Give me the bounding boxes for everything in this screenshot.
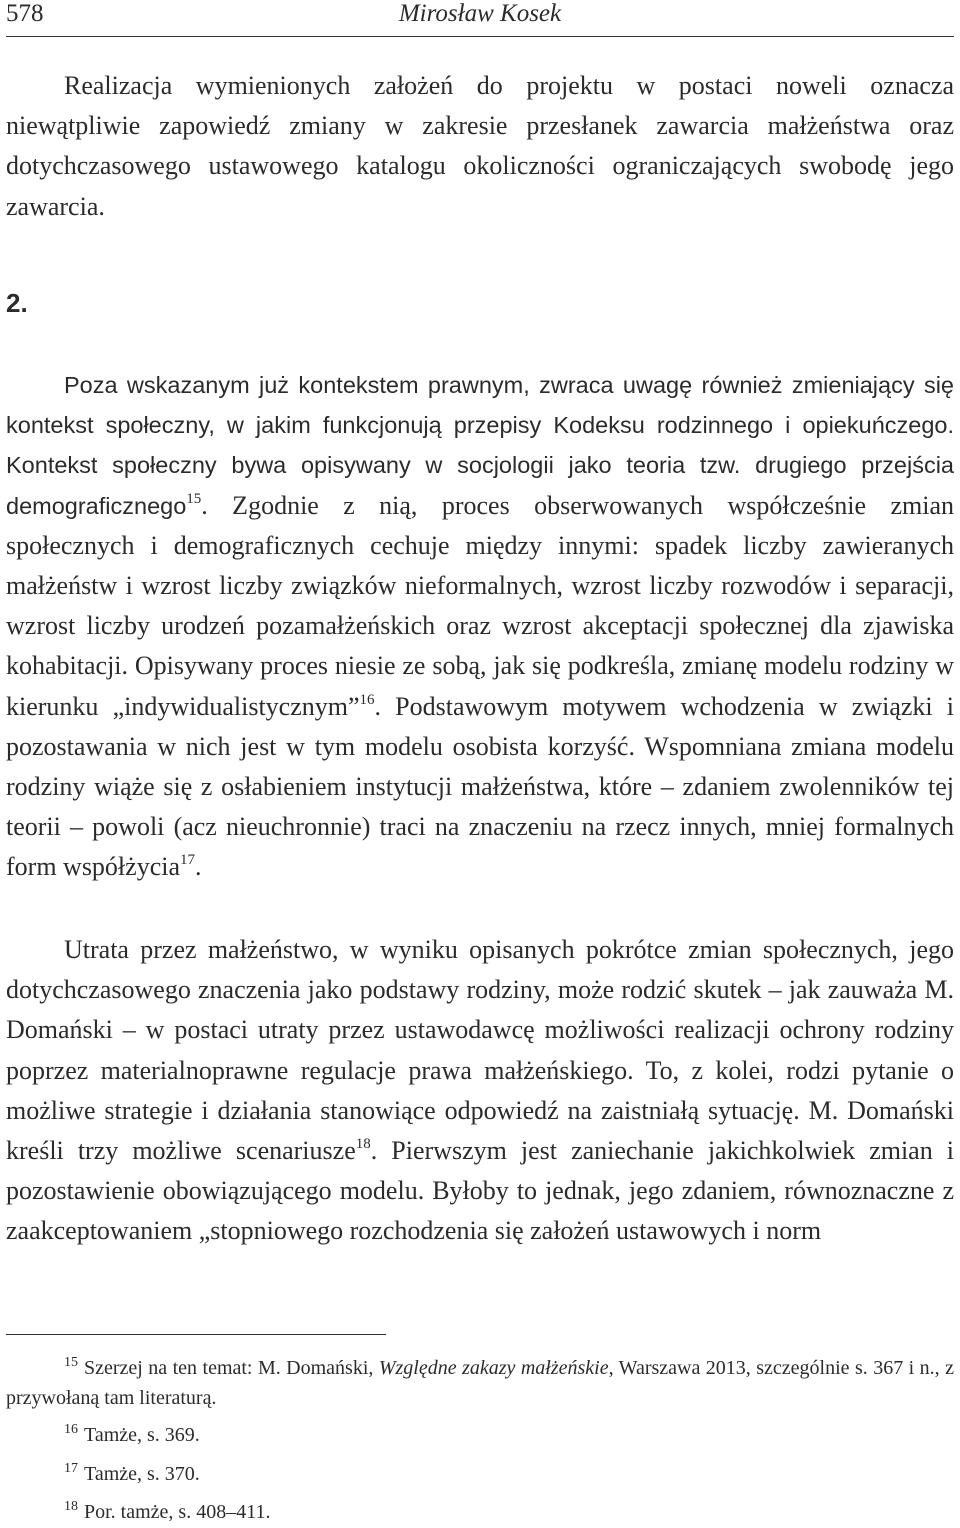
footnote-text: Szerzej na ten temat: M. Domański, xyxy=(84,1357,379,1379)
paragraph-social-context-sans-part: Poza wskazanym już kontekstem prawnym, zwraca uwagę również zmieniający się kontekst społeczny, w jakim funkcjonują przepisy Kodeksu rodzinnego i opiekuńczego. Kontekst społeczny bywa opisywany w socjologii jako teoria tzw. drugiego przejścia demograficznego xyxy=(6,372,954,519)
footnote-separator xyxy=(6,1334,386,1335)
paragraph-social-context-part3: . Podstawowym motywem wchodzenia w związki i pozostawania w nich jest w tym modelu osobista korzyść. Wspomniana zmiana modelu rodziny wiąże się z osłabieniem instytucji małżeństwa, które – zdaniem zwolenników tej teorii – powoli (acz nieuchronnie) traci na znaczeniu na rzecz innych, mniej formalnych form współżycia xyxy=(6,691,955,882)
section-number: 2. xyxy=(6,288,28,318)
paragraph-scenarios xyxy=(6,930,954,1252)
footnote-15: 15 Szerzej na ten temat: M. Domański, Względne zakazy małżeńskie, Warszawa 2013, szczególnie s. 367 i n., z przywołaną tam literaturą. xyxy=(6,1355,955,1409)
footnote-cited-title: Względne zakazy małżeńskie xyxy=(378,1357,609,1379)
intro-paragraph: Realizacja wymienionych założeń do projektu w postaci noweli oznacza niewątpliwie zapowiedź zmiany w zakresie przesłanek zawarcia małżeństwa oraz dotychczasowego ustawowego katalogu okoliczności ograniczających swobodę jego zawarcia. xyxy=(6,71,954,221)
running-head-author: Mirosław Kosek xyxy=(398,0,562,27)
footnote-text-continued: , Warszawa 2013, szczególnie s. 367 i n., z przywołaną tam literaturą. xyxy=(6,1357,955,1409)
footnote-text: Tamże, s. 369. xyxy=(84,1424,200,1446)
footnote-ref-16[interactable]: 16 xyxy=(359,691,375,708)
page-number: 578 xyxy=(6,0,44,27)
paragraph-scenarios-part1: Utrata przez małżeństwo, w wyniku opisanych pokrótce zmian społecznych, jego dotychczasowego znaczenia jako podstawy rodziny, może rodzić skutek – jak zauważa M. Domański – w postaci utraty przez ustawodawcę możliwości realizacji ochrony rodziny poprzez materialnoprawne regulacje prawa małżeńskiego. To, z kolei, rodzi pytanie o możliwe strategie i działania stanowiące odpowiedź na zaistniałą sytuację. M. Domański kreśli trzy możliwe scenariusze xyxy=(6,935,954,1166)
footnote-text: Tamże, s. 370. xyxy=(84,1463,200,1485)
running-header xyxy=(6,0,954,37)
footnote-text: Por. tamże, s. 408–411. xyxy=(84,1501,271,1523)
footnote-ref-17[interactable]: 17 xyxy=(180,852,196,869)
footnote-16: 16 Tamże, s. 369. xyxy=(64,1422,200,1446)
paragraph-social-context xyxy=(6,365,954,888)
footnote-17: 17 Tamże, s. 370. xyxy=(64,1461,200,1485)
footnote-ref-15[interactable]: 15 xyxy=(186,490,202,507)
paragraph-social-context-part2: . Zgodnie z nią, proces obserwowanych współcześnie zmian społecznych i demograficznych cechuje między innymi: spadek liczby zawieranych małżeństw i wzrost liczby związków nieformalnych, wzrost liczby rozwodów i separacji, wzrost liczby urodzeń pozamałżeńskich oraz wzrost akceptacji społecznej dla zjawiska kohabitacji. Opisywany proces niesie ze sobą, jak się podkreśla, zmianę modelu rodziny w kierunku „indywidualistycznym” xyxy=(6,490,954,721)
footnote-18: 18 Por. tamże, s. 408–411. xyxy=(64,1499,271,1523)
footnote-ref-18[interactable]: 18 xyxy=(355,1136,371,1153)
paragraph-social-context-end: . xyxy=(195,852,202,882)
paragraph-scenarios-part2: . Pierwszym jest zaniechanie jakichkolwiek zmian i pozostawienie obowiązującego modelu. Byłoby to jednak, jego zdaniem, równoznaczne z zaakceptowaniem „stopniowego rozchodzenia się założeń ustawowych i norm xyxy=(6,1136,955,1246)
